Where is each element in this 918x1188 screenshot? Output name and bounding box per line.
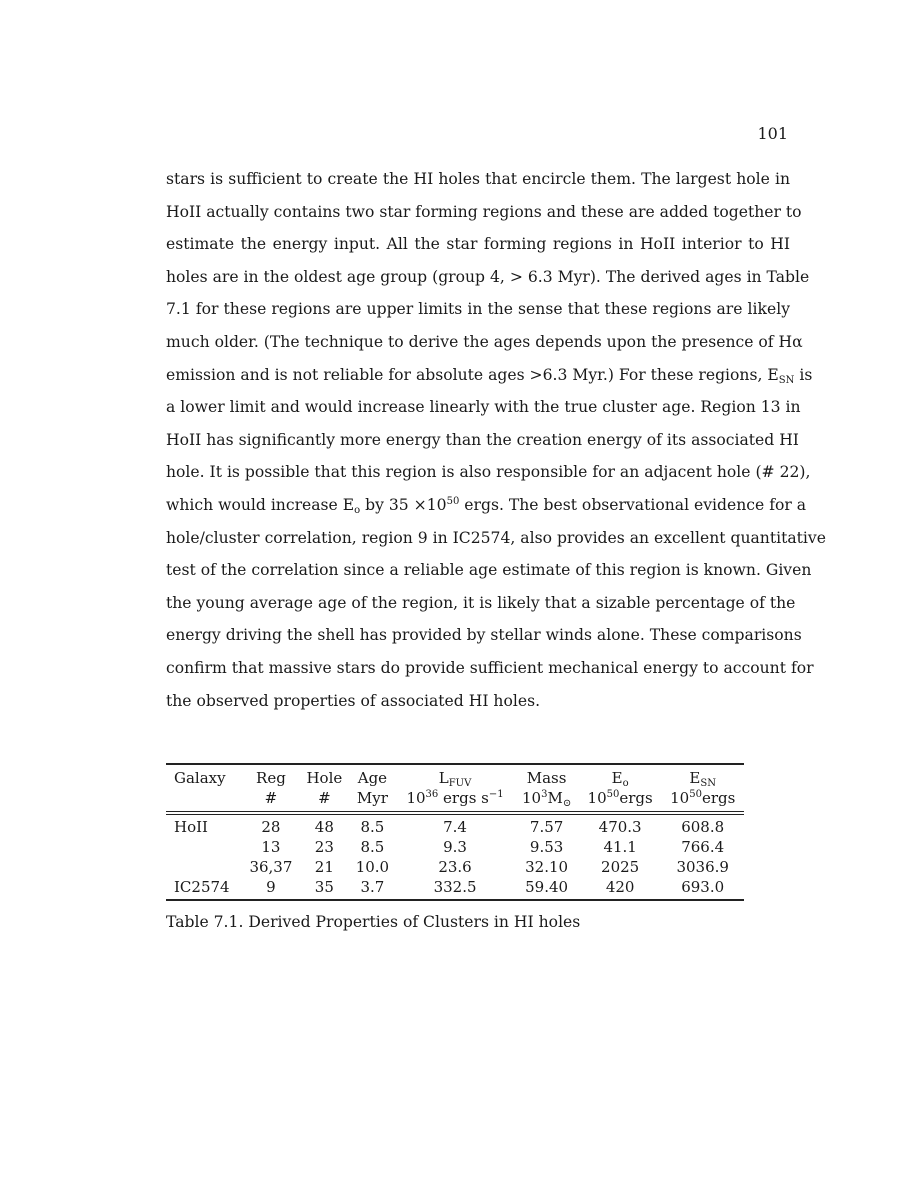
text-line: a lower limit and would increase linearly with the true cluster age. Region 13 in bbox=[166, 398, 801, 417]
cell-eo: 470.3 bbox=[579, 813, 662, 837]
cell-age: 3.7 bbox=[349, 877, 396, 900]
unit-lfuv: $10^{36}$ ergs $s^{-1}$ bbox=[406, 789, 504, 807]
cell-age: 8.5 bbox=[349, 813, 396, 837]
cell-mass: 7.57 bbox=[514, 813, 579, 837]
text-line: energy driving the shell has provided by stellar winds alone. These comparisons bbox=[166, 626, 802, 645]
text-line: the observed properties of associated HI holes. bbox=[166, 691, 541, 710]
header-galaxy: Galaxy bbox=[166, 764, 242, 788]
cell-galaxy: IC2574 bbox=[166, 877, 242, 900]
table-row bbox=[166, 837, 744, 857]
unit-esn: $10^{50}ergs$ bbox=[670, 789, 736, 807]
text-line: much older. (The technique to derive the ages depends upon the presence of Hα bbox=[166, 332, 803, 351]
header-lfuv: $L_{FUV}$ bbox=[396, 764, 515, 788]
header-esn: $E_{SN}$ bbox=[661, 764, 744, 788]
unit-eo: $10^{50}ergs$ bbox=[587, 789, 653, 807]
page-number: 101 bbox=[757, 124, 788, 143]
cell-age: 8.5 bbox=[360, 838, 385, 856]
cell-esn: 693.0 bbox=[661, 877, 744, 900]
cell-reg: 28 bbox=[242, 813, 299, 837]
header-eo: $E_o$ bbox=[579, 764, 662, 788]
text-line: which would increase $E_o$ by $35 \times 10^{50}$ ergs. The best observational evidence for a bbox=[166, 495, 807, 516]
header-reg: Reg bbox=[242, 764, 299, 788]
text-line: hole. It is possible that this region is also responsible for an adjacent hole (# 22), bbox=[166, 463, 811, 482]
cluster-properties-table bbox=[166, 763, 744, 901]
cell-hole: 21 bbox=[314, 858, 334, 876]
table-header-row bbox=[166, 764, 744, 788]
table-row bbox=[166, 877, 744, 900]
unit-reg: # bbox=[264, 789, 278, 807]
cell-hole: 48 bbox=[300, 813, 349, 837]
text-line: confirm that massive stars do provide sufficient mechanical energy to account for bbox=[166, 658, 814, 677]
unit-age: Myr bbox=[356, 789, 388, 807]
text-line: HoII actually contains two star forming regions and these are added together to bbox=[166, 202, 802, 221]
text-line: stars is sufficient to create the HI holes that encircle them. The largest hole in bbox=[166, 170, 790, 188]
cell-hole: 35 bbox=[300, 877, 349, 900]
text-line: emission and is not reliable for absolute ages >6.3 Myr.) For these regions, $E_{SN}$ is bbox=[166, 365, 813, 386]
cell-reg: 9 bbox=[242, 877, 299, 900]
cell-mass: 32.10 bbox=[525, 858, 569, 876]
properties-table-wrapper bbox=[166, 763, 744, 901]
cell-mass: 9.53 bbox=[529, 838, 564, 856]
cell-eo: 41.1 bbox=[603, 838, 637, 856]
text-line: hole/cluster correlation, region 9 in IC2574, also provides an excellent quantitative bbox=[166, 528, 826, 547]
table-row bbox=[166, 857, 744, 877]
cell-esn: 766.4 bbox=[681, 838, 725, 856]
text-line: HoII has significantly more energy than the creation energy of its associated HI bbox=[166, 430, 799, 449]
cell-lfuv: 23.6 bbox=[438, 858, 472, 876]
text-line: test of the correlation since a reliable age estimate of this region is known. Given bbox=[166, 561, 812, 580]
cell-lfuv: 9.3 bbox=[443, 838, 467, 856]
header-age: Age bbox=[349, 764, 396, 788]
cell-age: 10.0 bbox=[355, 858, 390, 876]
cell-eo: 2025 bbox=[601, 858, 640, 876]
text-line: the young average age of the region, it is likely that a sizable percentage of the bbox=[166, 593, 796, 612]
cell-eo: 420 bbox=[579, 877, 662, 900]
cell-esn: 608.8 bbox=[661, 813, 744, 837]
table-caption: Table 7.1. Derived Properties of Clusters in HI holes bbox=[166, 913, 581, 931]
header-hole: Hole bbox=[300, 764, 349, 788]
cell-reg: 13 bbox=[261, 838, 281, 856]
cell-lfuv: 332.5 bbox=[396, 877, 515, 900]
cell-esn: 3036.9 bbox=[676, 858, 729, 876]
cell-reg: 36,37 bbox=[249, 858, 293, 876]
cell-lfuv: 7.4 bbox=[396, 813, 515, 837]
text-line: 7.1 for these regions are upper limits in the sense that these regions are likely bbox=[166, 300, 790, 319]
text-line: estimate the energy input. All the star forming regions in HoII interior to HI bbox=[166, 235, 790, 254]
unit-mass: $10^3M_⊙$ bbox=[522, 789, 572, 809]
header-mass: Mass bbox=[514, 764, 579, 788]
cell-galaxy bbox=[166, 837, 242, 857]
text-line: holes are in the oldest age group (group 4, > 6.3 Myr). The derived ages in Table bbox=[166, 267, 810, 286]
body-paragraph bbox=[166, 163, 826, 717]
cell-galaxy: HoII bbox=[166, 813, 242, 837]
cell-galaxy bbox=[166, 857, 242, 877]
unit-galaxy bbox=[166, 788, 242, 813]
unit-hole: # bbox=[318, 789, 331, 807]
table-row bbox=[166, 813, 744, 837]
cell-mass: 59.40 bbox=[514, 877, 579, 900]
cell-hole: 23 bbox=[314, 838, 334, 856]
table-units-row bbox=[166, 788, 744, 813]
